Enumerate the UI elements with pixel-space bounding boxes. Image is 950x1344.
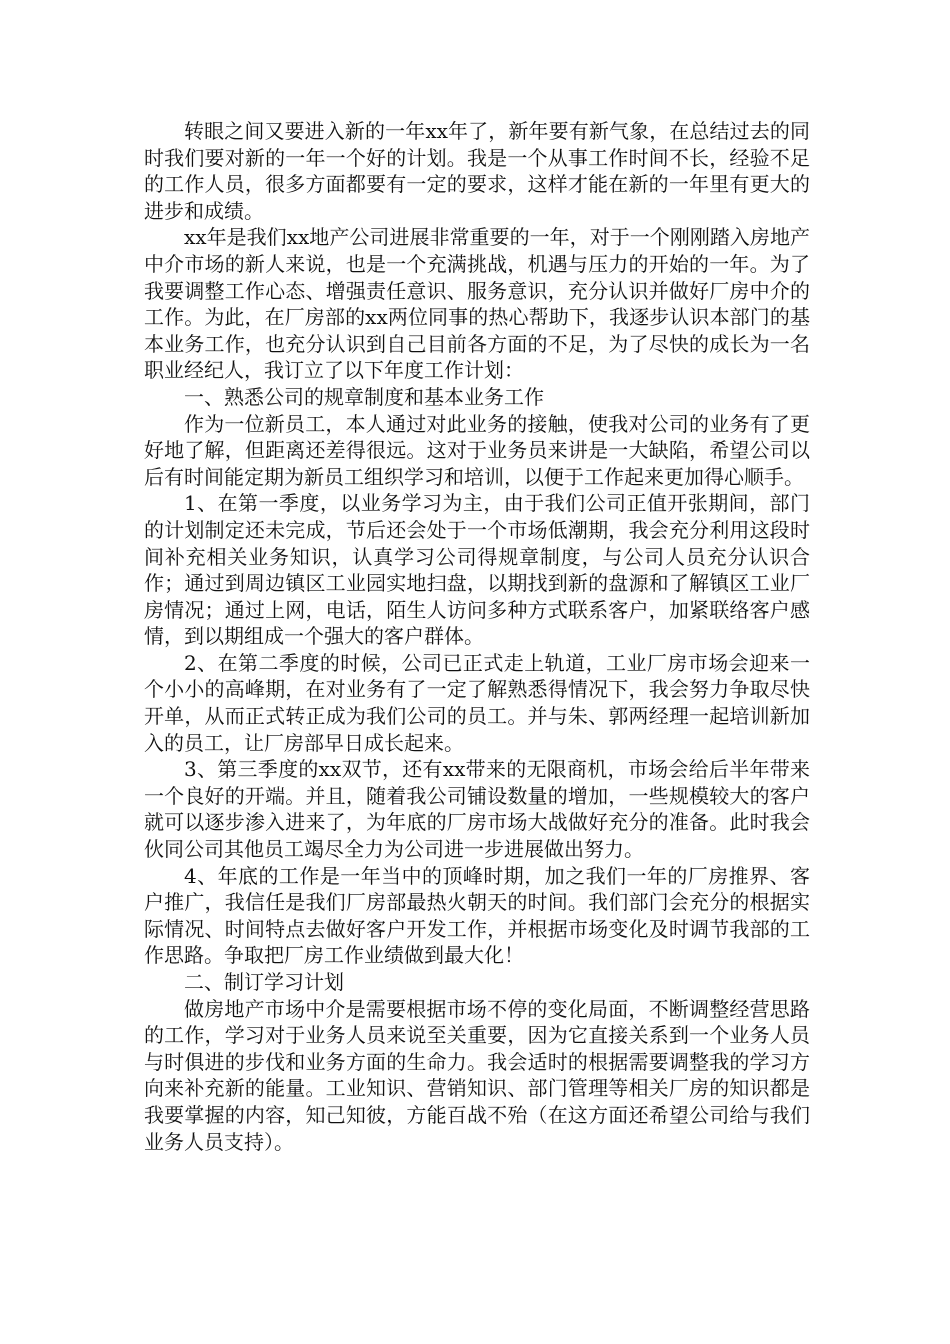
paragraph-q3: 3、第三季度的xx双节，还有xx带来的无限商机，市场会给后半年带来一个良好的开端。并且，随着我公司铺设数量的增加，一些规模较大的客户就可以逐步渗入进来了，为年底的厂房市场大战做好充分的准备。此时我会伙同公司其他员工竭尽全力为公司进一步进展做出努力。	[144, 757, 810, 862]
paragraph-new-employee: 作为一位新员工，本人通过对此业务的接触，使我对公司的业务有了更好地了解，但距离还差得很远。这对于业务员来讲是一大缺陷，希望公司以后有时间能定期为新员工组织学习和培训，以便于工作起来更加得心顺手。	[144, 411, 810, 489]
paragraph-q4: 4、年底的工作是一年当中的顶峰时期，加之我们一年的厂房推界、客户推广，我信任是我们厂房部最热火朝天的时间。我们部门会充分的根据实际情况、时间特点去做好客户开发工作，并根据市场变化及时调节我部的工作思路。争取把厂房工作业绩做到最大化！	[144, 863, 810, 968]
section-heading-1: 一、熟悉公司的规章制度和基本业务工作	[184, 384, 544, 409]
paragraph-learning-plan: 做房地产市场中介是需要根据市场不停的变化局面，不断调整经营思路的工作，学习对于业务人员来说至关重要，因为它直接关系到一个业务人员与时俱进的步伐和业务方面的生命力。我会适时的根据需要调整我的学习方向来补充新的能量。工业知识、营销知识、部门管理等相关厂房的知识都是我要掌握的内容，知己知彼，方能百战不殆（在这方面还希望公司给与我们业务人员支持）。	[144, 996, 810, 1154]
paragraph-background: xx年是我们xx地产公司进展非常重要的一年，对于一个刚刚踏入房地产中介市场的新人来说，也是一个充满挑战，机遇与压力的开始的一年。为了我要调整工作心态、增强责任意识、服务意识，充分认识并做好厂房中介的工作。为此，在厂房部的xx两位同事的热心帮助下，我逐步认识本部门的基本业务工作，也充分认识到自己目前各方面的不足，为了尽快的成长为一名职业经纪人，我订立了以下年度工作计划：	[144, 225, 810, 383]
section-heading-2: 二、制订学习计划	[184, 970, 344, 994]
paragraph-q1: 1、在第一季度，以业务学习为主，由于我们公司正值开张期间，部门的计划制定还未完成，节后还会处于一个市场低潮期，我会充分利用这段时间补充相关业务知识，认真学习公司得规章制度，与公司人员充分认识合作；通过到周边镇区工业园实地扫盘，以期找到新的盘源和了解镇区工业厂房情况；通过上网，电话，陌生人访问多种方式联系客户，加紧联络客户感情，到以期组成一个强大的客户群体。	[144, 491, 810, 649]
document-page	[144, 118, 810, 1155]
paragraph-q2: 2、在第二季度的时候，公司已正式走上轨道，工业厂房市场会迎来一个小小的高峰期，在对业务有了一定了解熟悉得情况下，我会努力争取尽快开单，从而正式转正成为我们公司的员工。并与朱、郭两经理一起培训新加入的员工，让厂房部早日成长起来。	[144, 650, 810, 755]
paragraph-intro: 转眼之间又要进入新的一年xx年了，新年要有新气象，在总结过去的同时我们要对新的一年一个好的计划。我是一个从事工作时间不长，经验不足的工作人员，很多方面都要有一定的要求，这样才能在新的一年里有更大的进步和成绩。	[144, 119, 810, 223]
